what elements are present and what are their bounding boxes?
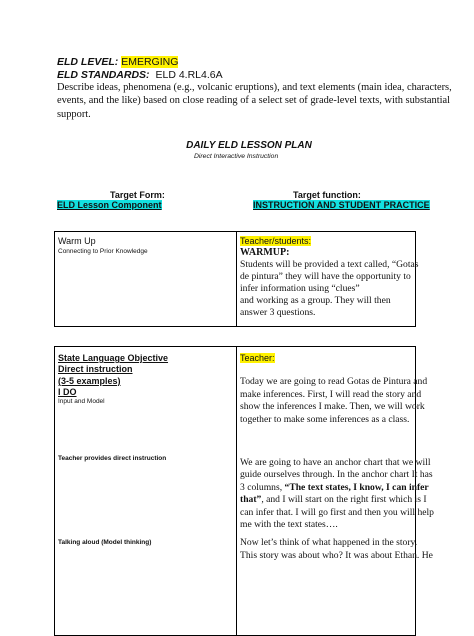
warmup-title: Warm Up xyxy=(58,236,96,246)
examples-count: (3-5 examples) xyxy=(58,376,121,386)
warmup-role: Teacher/students: xyxy=(240,236,312,246)
plan-title: DAILY ELD LESSON PLAN xyxy=(186,140,312,151)
warmup-line: Students will be provided a text called, “Gotas xyxy=(240,259,419,270)
description-line: Describe ideas, phenomena (e.g., volcanic eruptions), and text elements (main idea, characters, xyxy=(57,82,452,93)
warmup-text xyxy=(240,259,419,319)
instruction-line: We are going to have an anchor chart that we will xyxy=(240,457,431,468)
instruction-line: that”, and I will start on the right first which is I xyxy=(240,494,427,506)
language-objective: State Language Objective xyxy=(58,353,169,363)
instruction-line: show the inferences I make. Then, we will work xyxy=(240,401,425,413)
target-function-value: INSTRUCTION AND STUDENT PRACTICE xyxy=(253,200,430,210)
eld-standards-line xyxy=(57,69,223,81)
description-line: support. xyxy=(57,108,91,120)
i-do-label: I DO xyxy=(58,387,77,397)
talking-aloud-label: Talking aloud (Model thinking) xyxy=(58,539,152,546)
eld-level-line xyxy=(57,56,178,68)
instruction-line: together to make some inferences as a class. xyxy=(240,413,410,425)
instruction-line: make inferences. First, I will read the story and xyxy=(240,388,422,400)
instruction-line: can infer that. I will go first and then you will help xyxy=(240,506,434,518)
warmup-line: answer 3 questions. xyxy=(240,307,316,318)
instruction-line: Today we are going to read Gotas de Pintura and xyxy=(240,376,428,387)
warmup-subtitle: Connecting to Prior Knowledge xyxy=(58,248,148,255)
target-form-label: Target Form: xyxy=(110,190,165,200)
input-model-label: Input and Model xyxy=(58,398,105,405)
warmup-heading: WARMUP: xyxy=(240,247,290,258)
warmup-line: de pintura” they will have the opportunity to xyxy=(240,271,411,282)
instruction-line: 3 columns, “The text states, I know, I can infer xyxy=(240,481,429,493)
eld-standards-value: ELD 4.RL4.6A xyxy=(155,69,223,81)
instruction-line: This story was about who? It was about Ethan. He xyxy=(240,549,433,561)
direct-instruction: Direct instruction xyxy=(58,364,133,374)
warmup-divider xyxy=(236,231,237,327)
warmup-line: infer information using “clues” xyxy=(240,283,360,294)
instruction-para-2 xyxy=(240,457,434,531)
description-line: events, and the like) based on close reading of a select set of grade-level texts, with substantial xyxy=(57,95,450,107)
instruction-para-1 xyxy=(240,376,428,426)
target-form-value: ELD Lesson Component xyxy=(57,200,162,210)
instruction-para-3 xyxy=(240,537,433,562)
eld-standards-label: ELD STANDARDS: xyxy=(57,69,150,81)
eld-level-value: EMERGING xyxy=(121,56,179,68)
instruction-divider xyxy=(236,346,237,636)
instruction-line: guide ourselves through. In the anchor chart It has xyxy=(240,469,433,481)
instruction-role: Teacher: xyxy=(240,353,275,363)
eld-level-label: ELD LEVEL: xyxy=(57,56,119,68)
warmup-line: and working as a group. They will then xyxy=(240,295,391,306)
instruction-line: Now let’s think of what happened in the story. xyxy=(240,537,418,548)
standard-description xyxy=(57,81,467,121)
teacher-direct-label: Teacher provides direct instruction xyxy=(58,455,167,462)
target-function-label: Target function: xyxy=(293,190,361,200)
plan-subtitle: Direct Interactive Instruction xyxy=(194,153,279,160)
instruction-line: me with the text states…. xyxy=(240,519,338,531)
